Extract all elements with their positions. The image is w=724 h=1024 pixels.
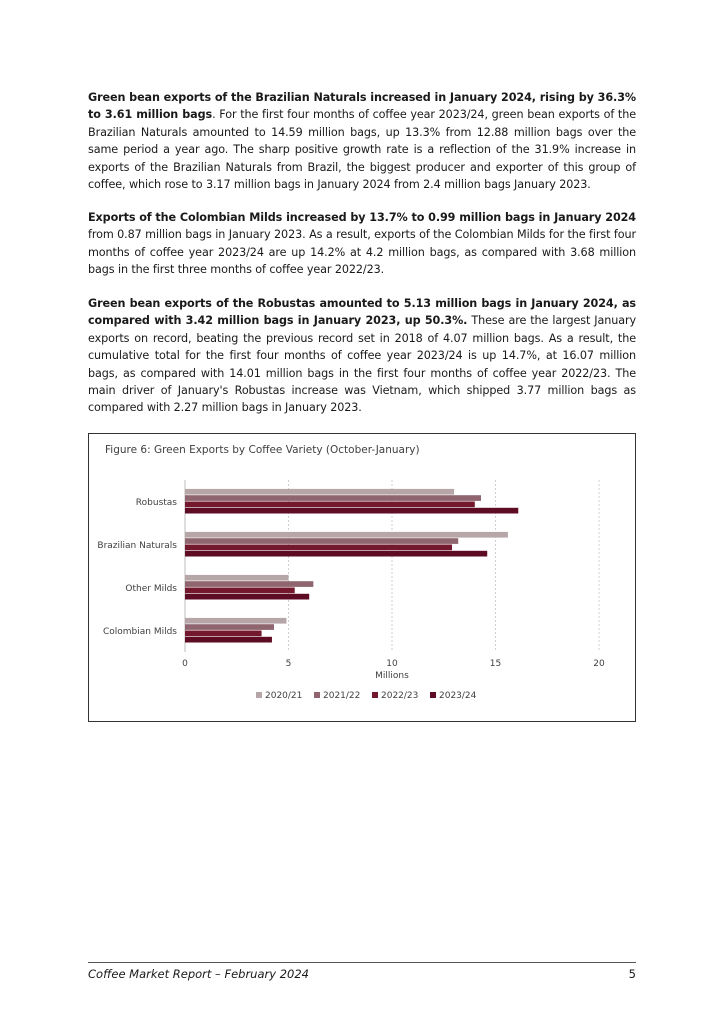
paragraph-colombian-milds [88, 209, 636, 279]
bar-chart [89, 434, 635, 721]
page-footer [88, 962, 636, 981]
bar-brazilian-naturals-2020-21 [185, 532, 508, 538]
legend-swatch [256, 692, 262, 698]
bar-brazilian-naturals-2022-23 [185, 545, 452, 551]
bar-robustas-2022-23 [185, 502, 475, 508]
bar-other-milds-2023-24 [185, 594, 309, 600]
legend-label: 2020/21 [265, 691, 303, 701]
x-tick-label: 20 [593, 659, 605, 669]
paragraph-lead: Green bean exports of the Robustas amounted to 5.13 million bags in January 2024, as compared with 3.42 million bags in January 2023, up 50.3%. [88, 297, 636, 328]
legend-swatch [314, 692, 320, 698]
page-number: 5 [628, 967, 636, 981]
figure-title: Figure 6: Green Exports by Coffee Variety (October-January) [105, 444, 420, 456]
bar-other-milds-2021-22 [185, 581, 313, 587]
paragraph-body: from 0.87 million bags in January 2023. As a result, exports of the Colombian Milds for the first four months of coffee year 2023/24 are up 14.2% at 4.2 million bags, as compared with 3.68 million bags in the first three months of coffee year 2022/23. [88, 228, 636, 277]
paragraph-robustas [88, 295, 636, 417]
x-tick-label: 10 [386, 659, 398, 669]
bar-colombian-milds-2020-21 [185, 618, 286, 624]
bar-colombian-milds-2022-23 [185, 631, 262, 637]
legend-label: 2023/24 [439, 691, 477, 701]
legend-label: 2021/22 [323, 691, 361, 701]
x-tick-label: 0 [182, 659, 188, 669]
paragraph-lead: Green bean exports of the Brazilian Naturals increased in January 2024, rising by 36.3% to 3.61 million bags [88, 91, 636, 122]
paragraph-lead: Exports of the Colombian Milds increased by 13.7% to 0.99 million bags in January 2024 [88, 211, 636, 224]
category-label: Brazilian Naturals [97, 541, 177, 551]
x-tick-label: 15 [489, 659, 502, 669]
category-label: Colombian Milds [102, 627, 177, 637]
bar-other-milds-2020-21 [185, 575, 289, 581]
bar-other-milds-2022-23 [185, 588, 295, 594]
bar-brazilian-naturals-2021-22 [185, 538, 458, 544]
bar-brazilian-naturals-2023-24 [185, 551, 487, 557]
legend-label: 2022/23 [381, 691, 419, 701]
figure-green-exports [88, 433, 636, 722]
paragraph-body: These are the largest January exports on record, beating the previous record set in 2018 of 4.07 million bags. As a result, the cumulative total for the first four months of coffee year 2023/24 is up 14.7%, at 16.07 million bags, as compared with 14.01 million bags in the first four months of coffee year 2022/23. The main driver of January's Robustas increase was Vietnam, which shipped 3.77 million bags as compared with 2.27 million bags in January 2023. [88, 314, 636, 415]
category-label: Robustas [135, 498, 177, 508]
x-tick-label: 5 [285, 659, 292, 669]
paragraph-brazilian-naturals [88, 89, 636, 193]
category-label: Other Milds [125, 584, 177, 594]
paragraph-body: . For the first four months of coffee year 2023/24, green bean exports of the Brazilian Naturals amounted to 14.59 million bags, up 13.3% from 12.88 million bags over the same period a year ago. The sharp positive growth rate is a reflection of the 31.9% increase in exports of the Brazilian Naturals from Brazil, the biggest producer and exporter of this group of coffee, which rose to 3.17 million bags in January 2024 from 2.4 million bags January 2023. [88, 108, 636, 192]
bar-robustas-2023-24 [185, 508, 518, 514]
bar-robustas-2020-21 [185, 489, 454, 495]
footer-title: Coffee Market Report – February 2024 [88, 967, 309, 981]
legend-swatch [372, 692, 378, 698]
bar-robustas-2021-22 [185, 495, 481, 501]
legend-swatch [430, 692, 436, 698]
bar-colombian-milds-2021-22 [185, 624, 274, 630]
bar-colombian-milds-2023-24 [185, 637, 272, 643]
x-axis-title: Millions [375, 671, 409, 681]
